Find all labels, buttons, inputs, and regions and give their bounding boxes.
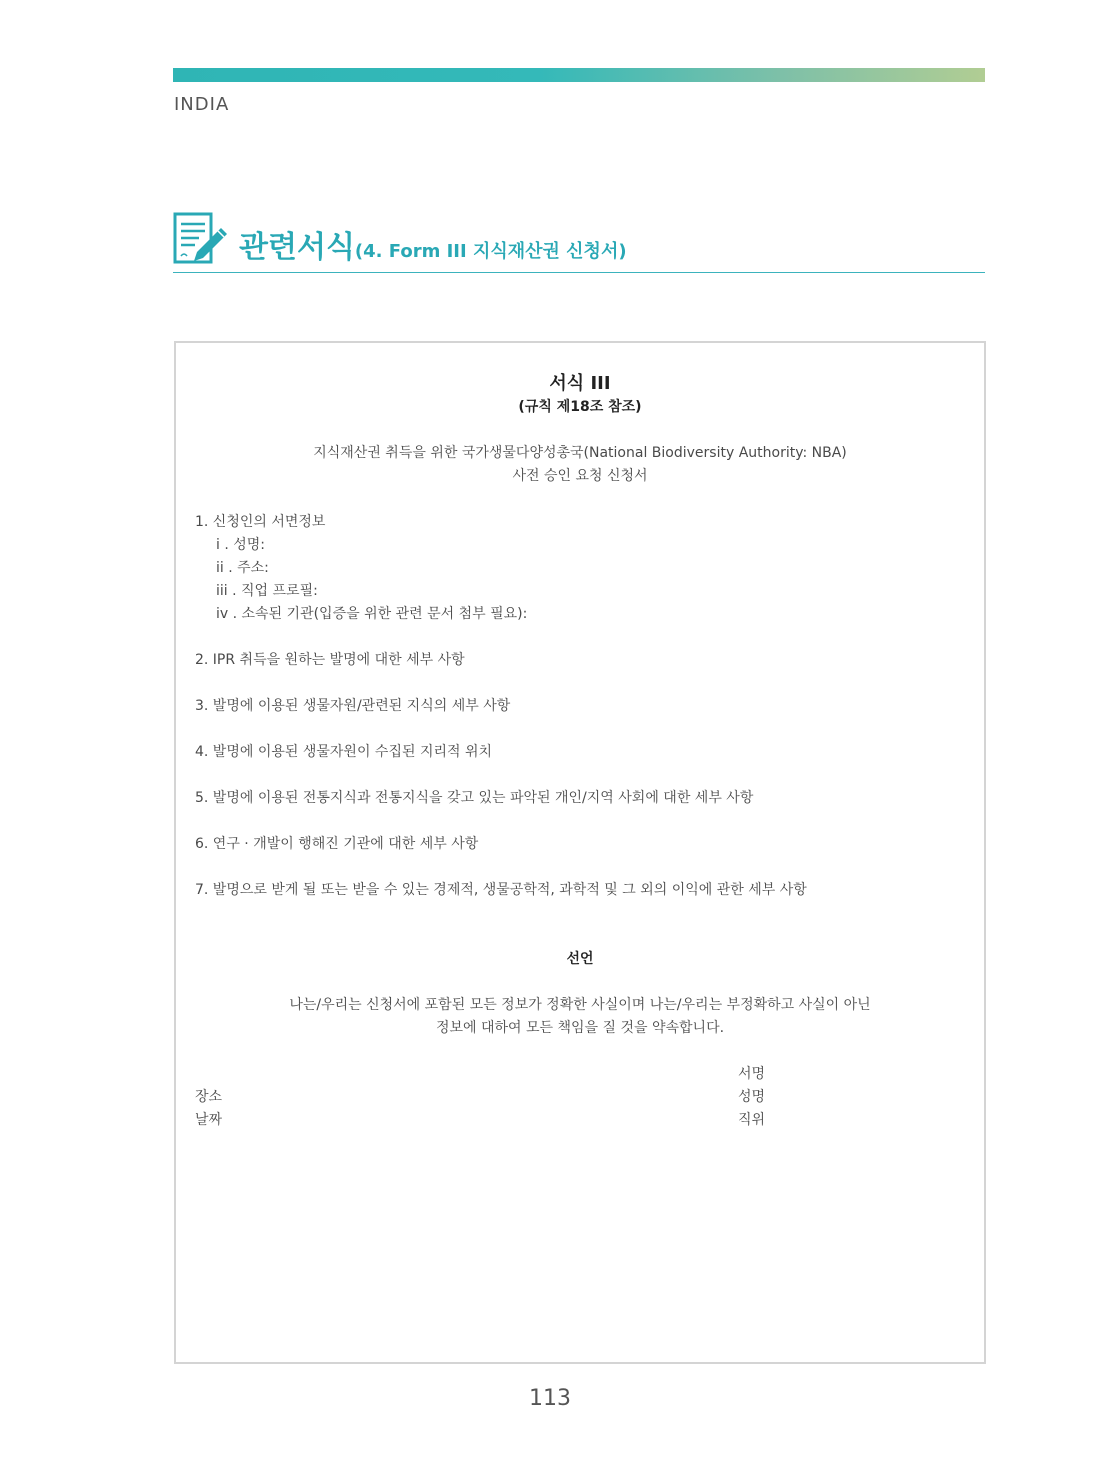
form-heading-line-1: 지식재산권 취득을 위한 국가생물다양성총국(National Biodiversity Authority: NBA) <box>313 445 847 461</box>
page-number: 113 <box>529 1386 571 1411</box>
form-subitem-name: i . 성명: <box>216 537 266 553</box>
form-subitem-profile: iii . 직업 프로필: <box>216 583 318 599</box>
form-pen-icon <box>173 212 229 266</box>
declaration-line-2: 정보에 대하여 모든 책임을 질 것을 약속합니다. <box>435 1020 725 1036</box>
form-subitem-affiliation: iv . 소속된 기관(입증을 위한 관련 문서 첨부 필요): <box>216 606 528 622</box>
section-title-main: 관련서식 <box>239 230 355 265</box>
section-heading <box>173 210 985 273</box>
form-item-applicant-info: 1. 신청인의 서면정보 <box>195 514 326 530</box>
form-item-geographic-location: 4. 발명에 이용된 생물자원이 수집된 지리적 위치 <box>195 744 493 760</box>
section-title-sub: (4. Form III 지식재산권 신청서) <box>354 241 627 262</box>
date-label: 날짜 <box>195 1112 223 1128</box>
position-label: 직위 <box>738 1112 766 1128</box>
country-label: INDIA <box>174 94 230 115</box>
form-rule-reference: (규칙 제18조 참조) <box>518 399 642 415</box>
form-item-invention-details: 2. IPR 취득을 원하는 발명에 대한 세부 사항 <box>195 652 465 668</box>
form-item-bioresource-details: 3. 발명에 이용된 생물자원/관련된 지식의 세부 사항 <box>195 698 511 714</box>
form-title: 서식 III <box>549 373 611 394</box>
declaration-line-1: 나는/우리는 신청서에 포함된 모든 정보가 정확한 사실이며 나는/우리는 부정확하고 사실이 아닌 <box>289 997 871 1013</box>
form-heading-line-2: 사전 승인 요청 신청서 <box>512 468 648 484</box>
form-item-rd-institution: 6. 연구 · 개발이 행해진 기관에 대한 세부 사항 <box>195 836 479 852</box>
place-label: 장소 <box>195 1089 223 1105</box>
form-box <box>174 341 986 1364</box>
form-subitem-address: ii . 주소: <box>216 560 269 576</box>
section-title <box>239 222 627 266</box>
declaration-title: 선언 <box>566 951 594 967</box>
form-item-traditional-knowledge: 5. 발명에 이용된 전통지식과 전통지식을 갖고 있는 파악된 개인/지역 사회에 대한 세부 사항 <box>195 790 754 806</box>
name-label: 성명 <box>738 1089 766 1105</box>
signature-label: 서명 <box>738 1066 766 1082</box>
form-item-benefits: 7. 발명으로 받게 될 또는 받을 수 있는 경제적, 생물공학적, 과학적 및 그 외의 이익에 관한 세부 사항 <box>195 882 807 898</box>
header-color-bar <box>173 68 985 82</box>
